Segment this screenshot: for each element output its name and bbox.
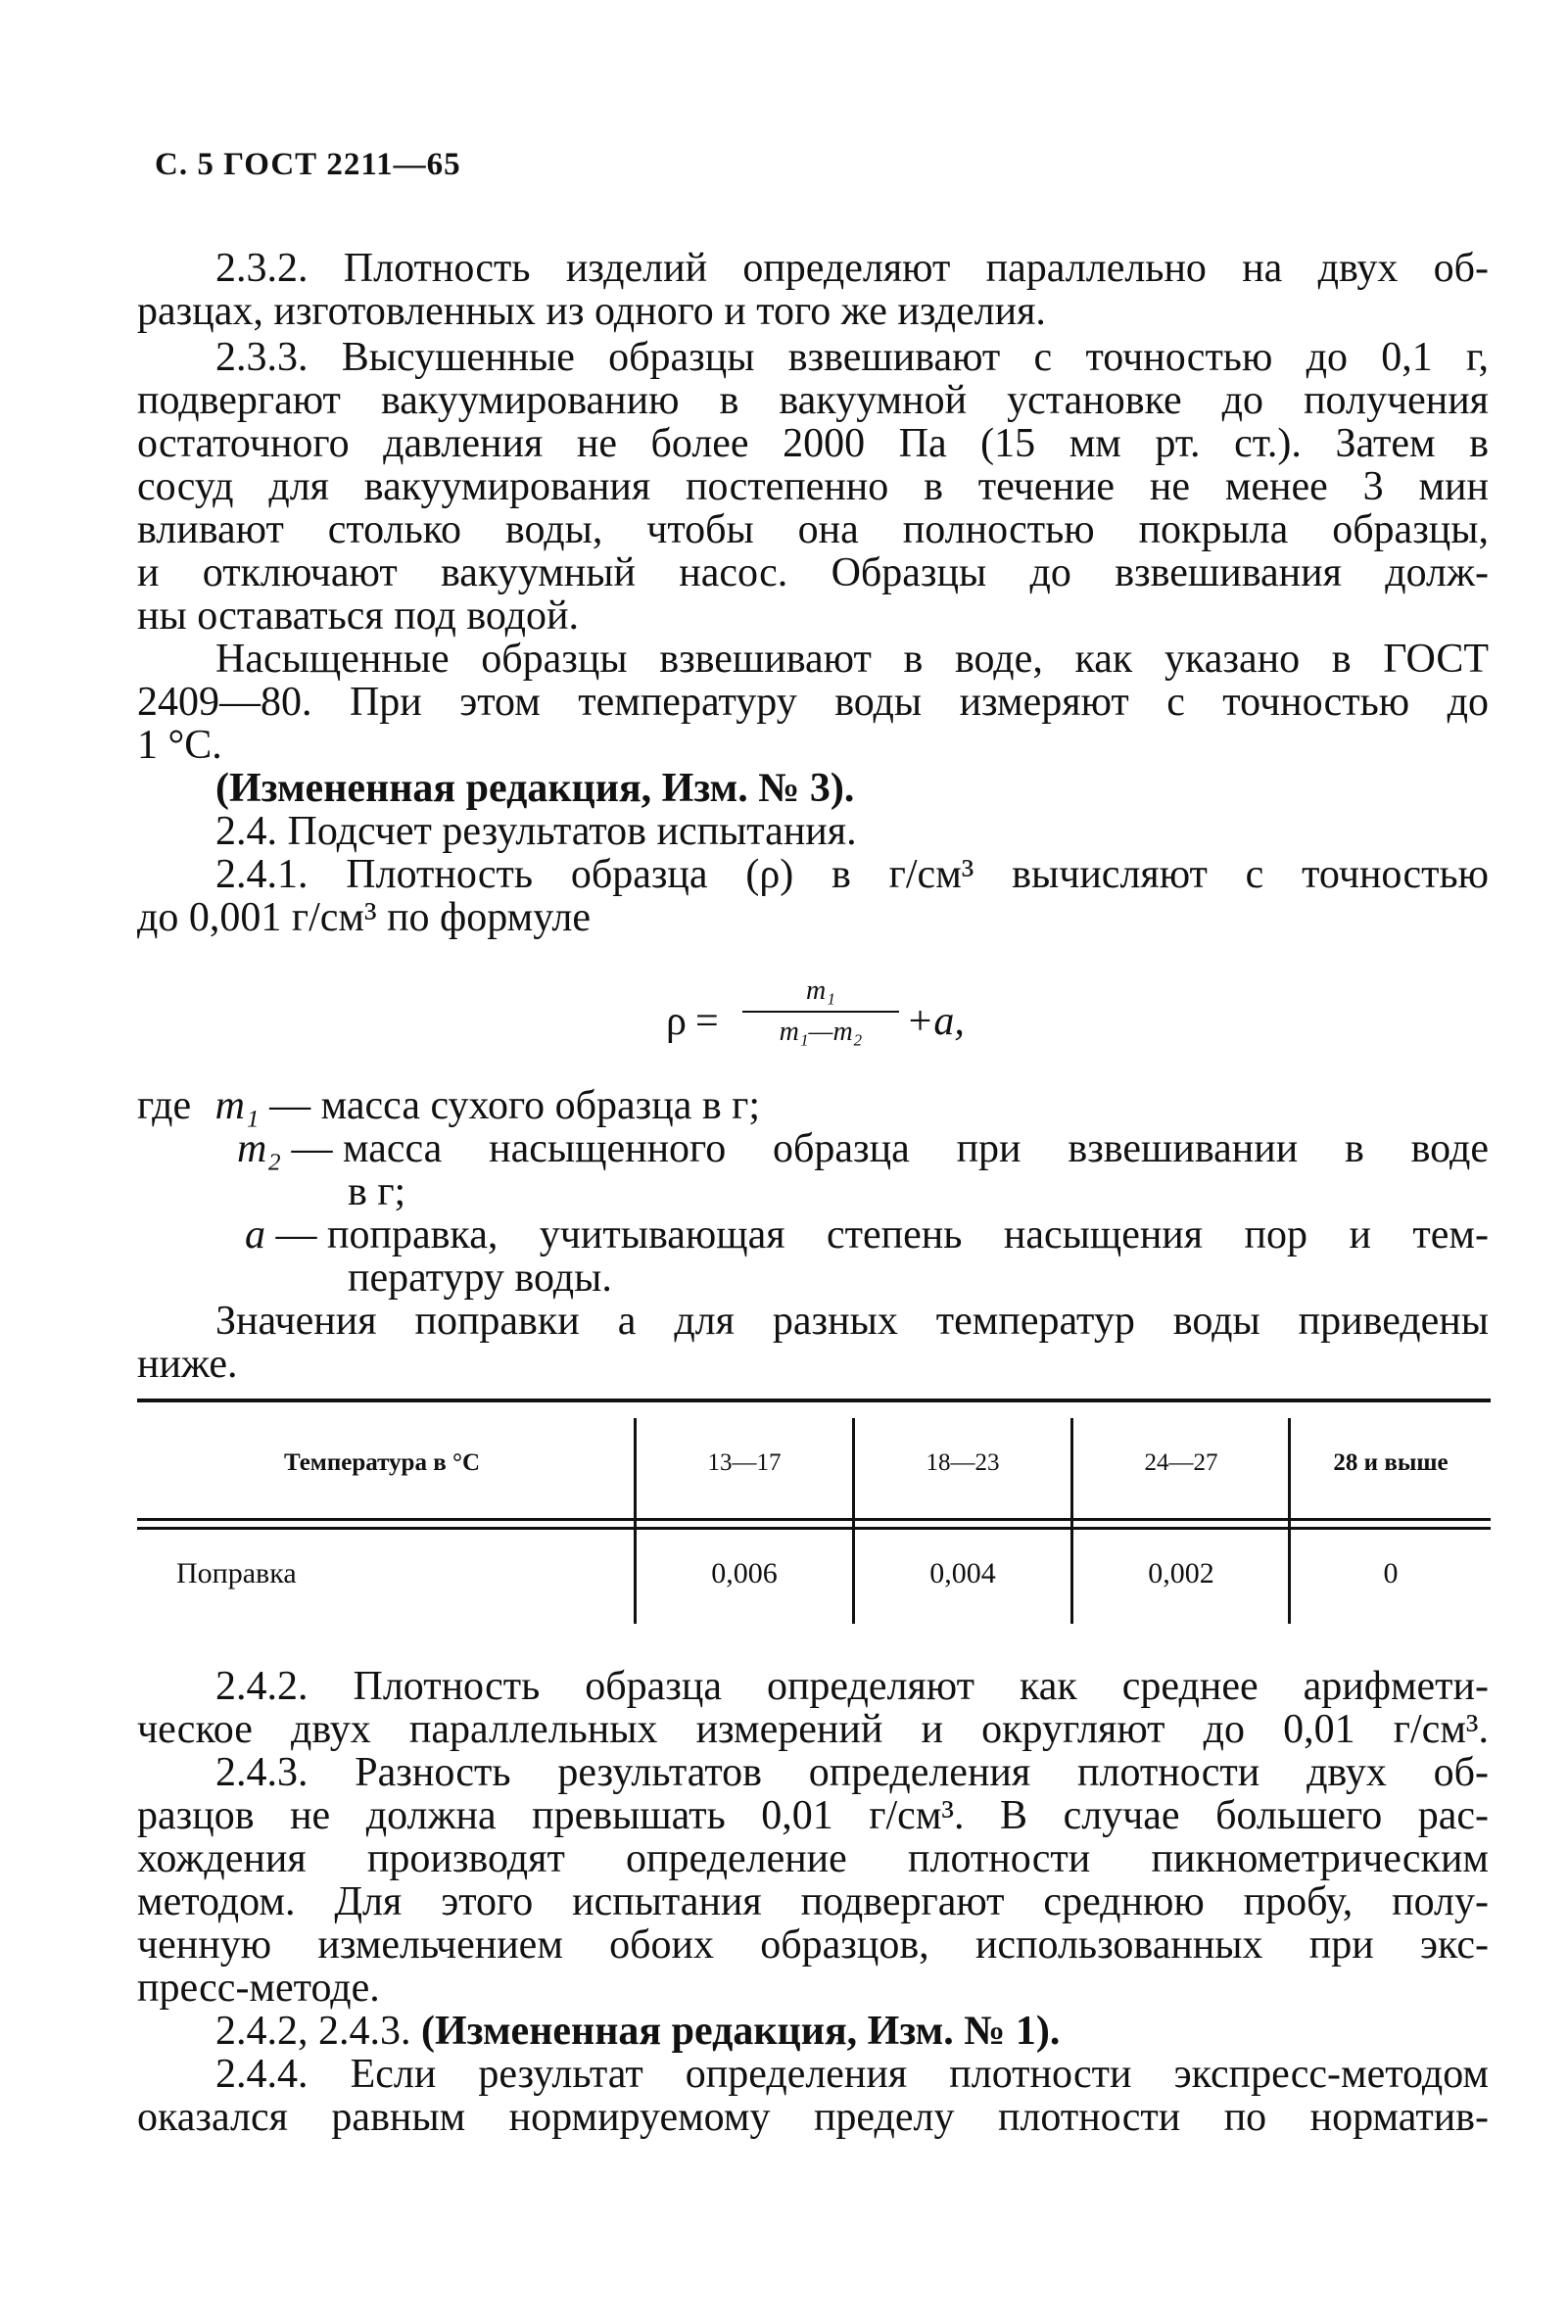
legend-text: поправка, учитывающая степень насыщения пор и тем- [327, 1212, 1489, 1257]
text-line: 2.3.3. Высушенные образцы взвешивают с точностью до 0,1 г, [215, 335, 1489, 380]
text-line: 2.4.1. Плотность образца (ρ) в г/см³ вычисляют с точностью [215, 852, 1489, 897]
text-line: 2409—80. При этом температуру воды измеряют с точностью до [137, 680, 1489, 725]
text-line: методом. Для этого испытания подвергают среднюю пробу, полу- [137, 1879, 1489, 1924]
paragraph-2-4-3 [137, 1751, 1489, 2010]
text-line: пресс-методе. [137, 1966, 380, 2011]
legend-where: где [137, 1083, 192, 1128]
legend-dash: — [280, 1126, 343, 1171]
formula-denominator: m₁—m₂ [779, 1017, 863, 1047]
text-line: оказался равным нормируемому пределу плотности по норматив- [137, 2095, 1489, 2140]
amendment-note: (Измененная редакция, Изм. № 3). [215, 766, 855, 811]
text-line: Значения поправки a для разных температур воды приведены [215, 1299, 1489, 1344]
text-line: и отключают вакуумный насос. Образцы до взвешивания долж- [137, 550, 1489, 595]
formula-numerator: m₁ [806, 975, 835, 1006]
table-header-cell: 28 и выше [1333, 1449, 1449, 1476]
text-line: 1 °С. [137, 723, 222, 768]
text-line: 2.4.3. Разность результатов определения плотности двух об- [215, 1750, 1489, 1795]
density-formula [666, 974, 1038, 1072]
table-cell: 0,004 [929, 1557, 996, 1589]
legend-text: масса сухого образца в г; [320, 1083, 761, 1128]
table-header-cell: 18—23 [926, 1449, 1000, 1476]
table-cell: 0,006 [711, 1557, 778, 1589]
text-line: ниже. [137, 1342, 238, 1387]
text-line: Насыщенные образцы взвешивают в воде, как указано в ГОСТ [215, 637, 1489, 682]
text-line: подвергают вакуумированию в вакуумной установке до получения [137, 378, 1489, 423]
text-line: хождения производят определение плотности пикнометрическим [137, 1836, 1489, 1881]
text-line: сосуд для вакуумирования постепенно в течение не менее 3 мин [137, 464, 1489, 509]
legend-text: масса насыщенного образца при взвешивании в воде [342, 1126, 1489, 1171]
legend-row [137, 1127, 1489, 1170]
text-line: остаточного давления не более 2000 Па (15 мм рт. ст.). Затем в [137, 421, 1489, 466]
correction-table [137, 1399, 1491, 1634]
paragraph-2-3-3 [137, 336, 1489, 638]
table-cell: 0,002 [1148, 1557, 1214, 1589]
text-line: разцов не должна превышать 0,01 г/см³. В случае большего рас- [137, 1793, 1489, 1838]
text-line: ченную измельчением обоих образцов, использованных при экс- [137, 1922, 1489, 1968]
table-row-label: Поправка [176, 1557, 297, 1589]
text-line: вливают столько воды, чтобы она полностью покрыла образцы, [137, 507, 1489, 552]
legend-dash: — [259, 1083, 321, 1128]
legend-symbol: m₂ [237, 1126, 281, 1171]
table-header-cell: 24—27 [1144, 1449, 1218, 1476]
legend-symbol: a [245, 1212, 265, 1257]
table-header-cell: 13—17 [707, 1449, 782, 1476]
text-line: 2.3.2. Плотность изделий определяют параллельно на двух об- [215, 246, 1489, 291]
table-top-rule [137, 1399, 1491, 1402]
formula-lhs: ρ [666, 999, 687, 1044]
text-line: ческое двух параллельных измерений и округляют до 0,01 г/см³. [137, 1707, 1489, 1752]
legend-continuation: в г; [348, 1169, 406, 1214]
paragraph-saturated [137, 638, 1489, 767]
amendment-note-line [137, 2010, 1489, 2053]
legend-symbol: m₁ [214, 1083, 260, 1128]
formula-fraction [742, 974, 899, 1049]
page-header: С. 5 ГОСТ 2211—65 [155, 147, 461, 182]
paragraph-2-4 [137, 767, 1489, 939]
legend-dash: — [265, 1212, 327, 1257]
paragraph-2-4-2 [137, 1665, 1489, 1751]
formula-legend [137, 1084, 1489, 1386]
text-line: 2.4.4. Если результат определения плотности экспресс-методом [215, 2052, 1489, 2097]
legend-continuation: пературу воды. [348, 1256, 612, 1301]
table-cell: 0 [1383, 1557, 1399, 1589]
legend-row [137, 1213, 1489, 1257]
text-line: ны оставаться под водой. [137, 593, 580, 639]
formula-equals: = [695, 999, 719, 1044]
fraction-bar [742, 1011, 899, 1013]
amendment-note: (Измененная редакция, Изм. № 1). [421, 2009, 1061, 2054]
legend-row [137, 1084, 1489, 1127]
text-line: разцах, изготовленных из одного и того же изделия. [137, 289, 1046, 334]
text-line: 2.4.2. Плотность образца определяют как среднее арифмети- [215, 1664, 1489, 1709]
text-line: до 0,001 г/см³ по формуле [137, 895, 591, 940]
table-header-cell: Температура в °С [283, 1449, 480, 1476]
paragraph-2-4-4 [137, 2010, 1489, 2139]
paragraph-2-3-2 [137, 247, 1489, 333]
section-heading: 2.4. Подсчет результатов испытания. [215, 809, 857, 854]
formula-tail: +a, [906, 999, 965, 1044]
amendment-prefix: 2.4.2, 2.4.3. [215, 2009, 421, 2054]
